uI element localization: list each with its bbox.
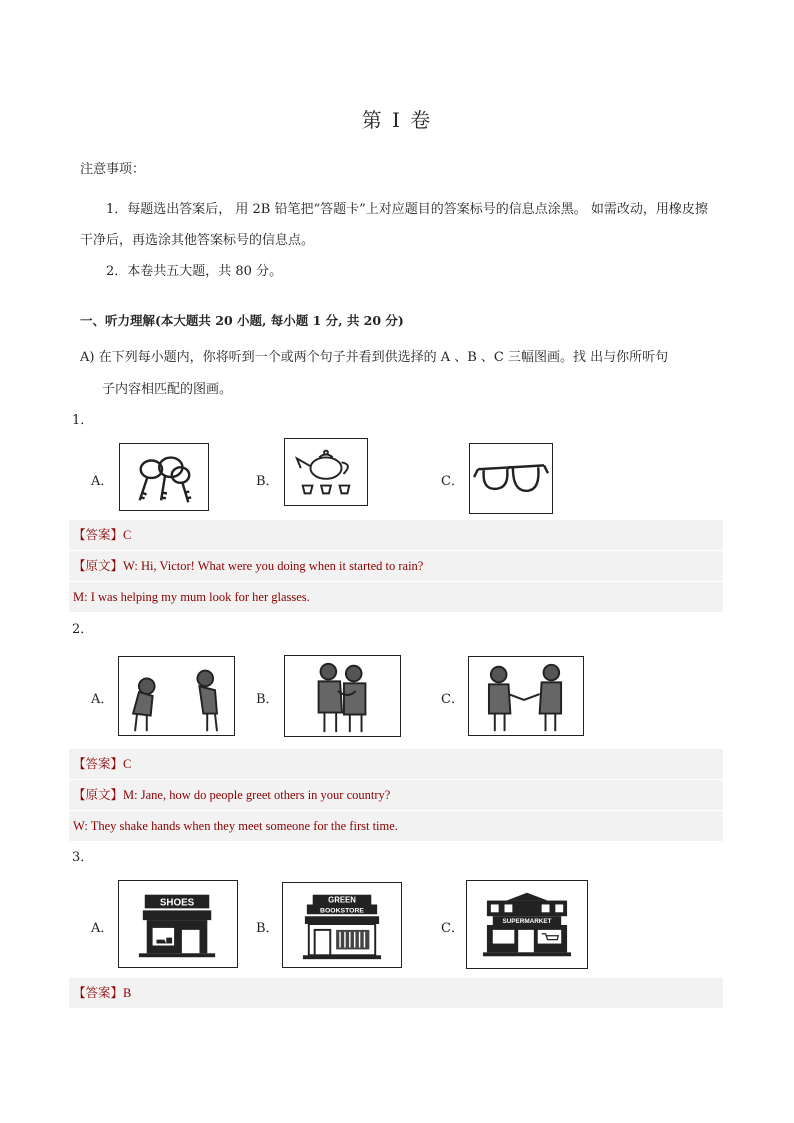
transcript-tag: 【原文】	[73, 787, 124, 802]
question-number: 2．	[72, 622, 94, 637]
answer-tag: 【答案】	[73, 756, 124, 771]
option-c-picture	[469, 443, 553, 514]
notice-item-1: 1．每题选出答案后， 用 2B 铅笔把“答题卡”上对应题目的答案标号的信息点涂黑。 如需改动，用橡皮擦	[106, 202, 708, 217]
answer-value: B	[123, 986, 132, 1000]
transcript-band	[69, 582, 723, 612]
option-label: B．	[256, 921, 279, 936]
part-a-instructions: A) 在下列每小题内，你将听到一个或两个句子并看到供选择的 A 、B 、C 三幅图画。找 出与你所听句	[80, 350, 669, 365]
supermarket-icon	[467, 881, 587, 968]
bowing-people-icon	[119, 657, 234, 735]
transcript-line: W: Hi, Victor! What were you doing when it started to rain?	[123, 559, 424, 573]
option-a-picture	[118, 880, 238, 968]
option-label: C．	[441, 692, 464, 707]
answer-tag: 【答案】	[73, 985, 124, 1000]
option-label: C．	[441, 474, 464, 489]
glasses-icon	[470, 444, 552, 513]
shoe-store-sign: SHOES	[159, 897, 195, 909]
option-label: A．	[91, 474, 114, 489]
hugging-people-icon	[285, 656, 400, 736]
transcript-line: M: Jane, how do people greet others in your country?	[123, 788, 391, 802]
section-title: 一、听力理解(本大题共 20 小题, 每小题 1 分, 共 20 分)	[80, 313, 404, 328]
notice-item-2: 2．本卷共五大题，共 80 分。	[106, 264, 283, 279]
option-b-picture	[282, 882, 402, 968]
keys-icon	[120, 444, 208, 510]
bookstore-sign-1: GREEN	[328, 895, 356, 905]
option-c-picture	[468, 656, 584, 736]
option-b-picture	[284, 438, 368, 506]
question-number: 1．	[72, 413, 94, 428]
transcript-band	[69, 551, 723, 581]
answer-tag: 【答案】	[73, 527, 124, 542]
option-label: A．	[91, 921, 114, 936]
option-label: B．	[256, 692, 279, 707]
transcript-tag: 【原文】	[73, 558, 124, 573]
answer-band	[69, 978, 723, 1008]
transcript-line: W: They shake hands when they meet someone for the first time.	[73, 819, 398, 833]
supermarket-sign: SUPERMARKET	[502, 918, 552, 926]
option-label: C．	[441, 921, 464, 936]
part-a-instructions-cont: 子内容相匹配的图画。	[102, 382, 233, 397]
transcript-band	[69, 780, 723, 810]
option-a-picture	[118, 656, 235, 736]
option-label: A．	[91, 692, 114, 707]
transcript-band	[69, 811, 723, 841]
answer-value: C	[123, 528, 132, 542]
shoe-store-icon	[119, 881, 237, 967]
bookstore-icon	[283, 883, 401, 967]
teapot-icon	[285, 439, 367, 505]
option-label: B．	[256, 474, 279, 489]
bookstore-sign-2: BOOKSTORE	[320, 907, 364, 915]
option-b-picture	[284, 655, 401, 737]
notice-item-1-cont: 干净后，再选涂其他答案标号的信息点。	[80, 233, 315, 248]
answer-band	[69, 749, 723, 779]
option-a-picture	[119, 443, 209, 511]
option-c-picture	[466, 880, 588, 969]
page-title: 第 I 卷	[361, 108, 433, 132]
notice-title: 注意事项：	[80, 162, 146, 177]
answer-band	[69, 520, 723, 550]
handshake-people-icon	[469, 657, 583, 735]
transcript-line: M: I was helping my mum look for her glasses.	[73, 590, 310, 604]
question-number: 3．	[72, 850, 94, 865]
answer-value: C	[123, 757, 132, 771]
